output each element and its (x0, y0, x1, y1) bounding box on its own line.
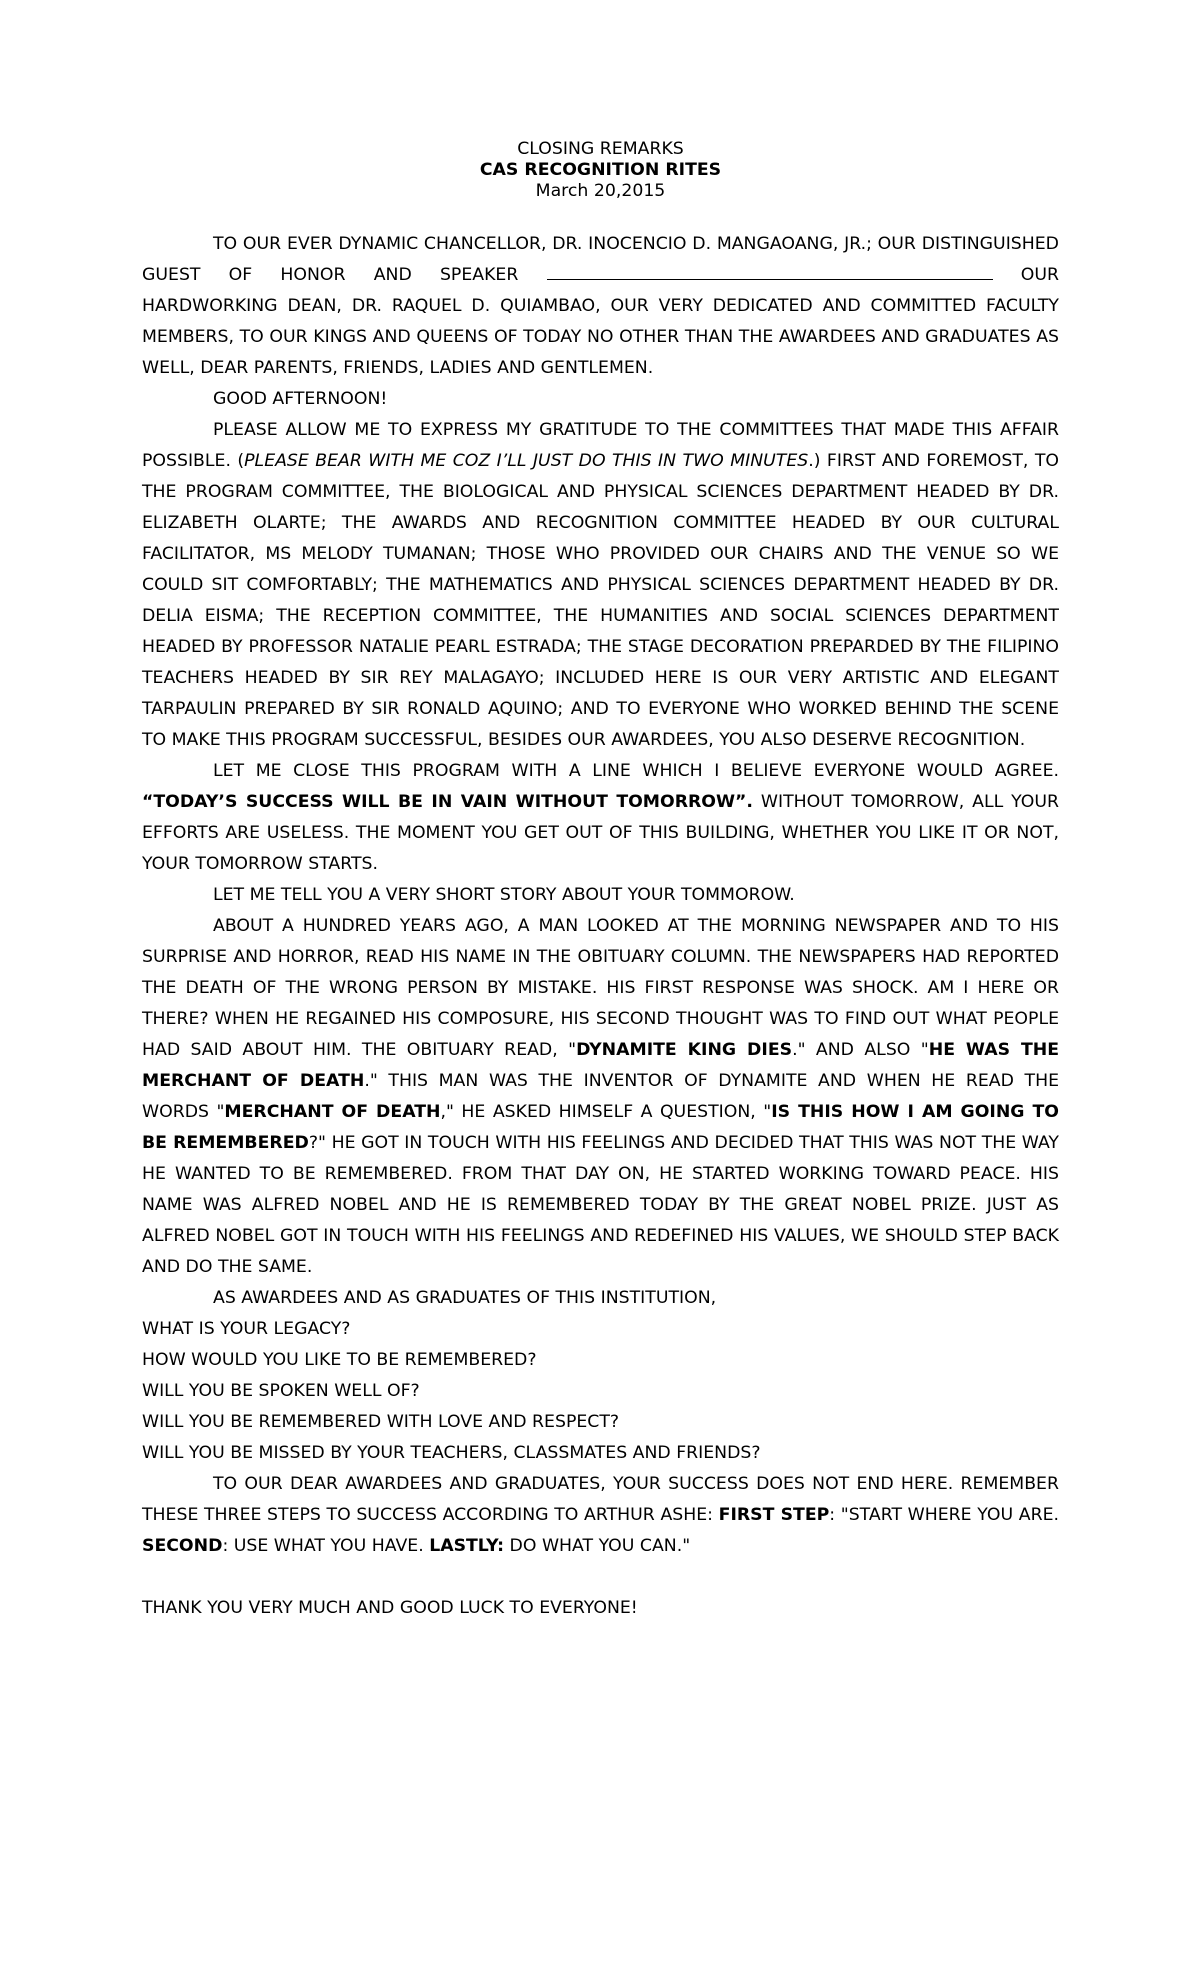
greeting: GOOD AFTERNOON! (213, 389, 388, 409)
story-text-3: ." THIS MAN WAS THE INVENTOR OF DYNAMITE AND WHEN HE READ THE WORDS " (142, 1071, 1059, 1122)
story-bold-4: IS THIS HOW I AM GOING TO BE REMEMBERED (142, 1102, 1059, 1153)
steps-bold-1: FIRST STEP (718, 1505, 830, 1525)
speech-body (142, 229, 1059, 1624)
legacy-intro: AS AWARDEES AND AS GRADUATES OF THIS INSTITUTION, (213, 1288, 717, 1308)
story-bold-1: DYNAMITE KING DIES (576, 1040, 793, 1060)
gratitude-aside: PLEASE BEAR WITH ME COZ I’LL JUST DO THIS IN TWO MINUTES (244, 451, 809, 471)
steps-text-4: DO WHAT YOU CAN." (504, 1536, 691, 1556)
steps-text-3: : USE WHAT YOU HAVE. (222, 1536, 430, 1556)
gratitude-text-2: .) FIRST AND FOREMOST, TO THE PROGRAM COMMITTEE, THE BIOLOGICAL AND PHYSICAL SCIENCES DEPARTMENT HEADED BY DR. ELIZABETH OLARTE; THE AWARDS AND RECOGNITION COMMITTEE HEADED BY OUR CULTURAL FACILITATOR, MS MELODY TUMANAN; THOSE WHO PROVIDED OUR CHAIRS AND THE VENUE SO WE COULD SIT COMFORTABLY; THE MATHEMATICS AND PHYSICAL SCIENCES DEPARTMENT HEADED BY DR. DELIA EISMA; THE RECEPTION COMMITTEE, THE HUMANITIES AND SOCIAL SCIENCES DEPARTMENT HEADED BY PROFESSOR NATALIE PEARL ESTRADA; THE STAGE DECORATION PREPARDED BY THE FILIPINO TEACHERS HEADED BY SIR REY MALAGAYO; INCLUDED HERE IS OUR VERY ARTISTIC AND ELEGANT TARPAULIN PREPARED BY SIR RONALD AQUINO; AND TO EVERYONE WHO WORKED BEHIND THE SCENE TO MAKE THIS PROGRAM SUCCESSFUL, BESIDES OUR AWARDEES, YOU ALSO DESERVE RECOGNITION. (142, 451, 1059, 750)
question-item: WILL YOU BE SPOKEN WELL OF? (142, 1381, 420, 1401)
steps-text-1: TO OUR DEAR AWARDEES AND GRADUATES, YOUR SUCCESS DOES NOT END HERE. REMEMBER THESE THREE STEPS TO SUCCESS ACCORDING TO ARTHUR ASHE: (142, 1474, 1059, 1525)
story-text-4: ," HE ASKED HIMSELF A QUESTION, " (440, 1102, 772, 1122)
steps-bold-3: LASTLY: (429, 1536, 505, 1556)
paragraph-spacer (142, 1562, 1059, 1593)
closing-line-text-1: LET ME CLOSE THIS PROGRAM WITH A LINE WHICH I BELIEVE EVERYONE WOULD AGREE. (213, 761, 1059, 781)
question-item: HOW WOULD YOU LIKE TO BE REMEMBERED? (142, 1350, 537, 1370)
gratitude-paragraph (142, 415, 1059, 756)
success-steps-paragraph (142, 1469, 1059, 1562)
story-paragraph (142, 911, 1059, 1283)
steps-text-2: : "START WHERE YOU ARE. (829, 1505, 1059, 1525)
event-title: CAS RECOGNITION RITES (479, 160, 722, 180)
closing-line-text-2: WITHOUT TOMORROW, ALL YOUR EFFORTS ARE USELESS. THE MOMENT YOU GET OUT OF THIS BUILDING, WHETHER YOU LIKE IT OR NOT, YOUR TOMORROW STARTS. (142, 792, 1059, 874)
question-item: WILL YOU BE REMEMBERED WITH LOVE AND RESPECT? (142, 1412, 620, 1432)
salutation-paragraph (142, 229, 1059, 384)
salutation-text-2: OUR HARDWORKING DEAN, DR. RAQUEL D. QUIAMBAO, OUR VERY DEDICATED AND COMMITTED FACULTY MEMBERS, TO OUR KINGS AND QUEENS OF TODAY NO OTHER THAN THE AWARDEES AND GRADUATES AS WELL, DEAR PARENTS, FRIENDS, LADIES AND GENTLEMEN. (142, 265, 1059, 378)
document-title: CLOSING REMARKS (517, 139, 684, 159)
document-header (142, 139, 1059, 202)
question-item: WHAT IS YOUR LEGACY? (142, 1319, 351, 1339)
gratitude-text-1: PLEASE ALLOW ME TO EXPRESS MY GRATITUDE TO THE COMMITTEES THAT MADE THIS AFFAIR POSSIBLE. ( (142, 420, 1059, 471)
speaker-name-blank (547, 261, 993, 280)
closing-line-paragraph (142, 756, 1059, 880)
closing-line-quote: “TODAY’S SUCCESS WILL BE IN VAIN WITHOUT TOMORROW”. (142, 792, 753, 812)
salutation-text-1: TO OUR EVER DYNAMIC CHANCELLOR, DR. INOCENCIO D. MANGAOANG, JR.; OUR DISTINGUISHED GUEST OF HONOR AND SPEAKER (142, 234, 1059, 285)
story-text-1: ABOUT A HUNDRED YEARS AGO, A MAN LOOKED AT THE MORNING NEWSPAPER AND TO HIS SURPRISE AND HORROR, READ HIS NAME IN THE OBITUARY COLUMN. THE NEWSPAPERS HAD REPORTED THE DEATH OF THE WRONG PERSON BY MISTAKE. HIS FIRST RESPONSE WAS SHOCK. AM I HERE OR THERE? WHEN HE REGAINED HIS COMPOSURE, HIS SECOND THOUGHT WAS TO FIND OUT WHAT PEOPLE HAD SAID ABOUT HIM. THE OBITUARY READ, " (142, 916, 1059, 1060)
story-text-2: ." AND ALSO " (792, 1040, 929, 1060)
question-item: WILL YOU BE MISSED BY YOUR TEACHERS, CLASSMATES AND FRIENDS? (142, 1443, 761, 1463)
story-bold-2: HE WAS THE MERCHANT OF DEATH (142, 1040, 1059, 1091)
story-bold-3: MERCHANT OF DEATH (224, 1102, 441, 1122)
event-date: March 20,2015 (535, 181, 666, 201)
closing-thanks: THANK YOU VERY MUCH AND GOOD LUCK TO EVERYONE! (142, 1598, 638, 1618)
story-text-5: ?" HE GOT IN TOUCH WITH HIS FEELINGS AND DECIDED THAT THIS WAS NOT THE WAY HE WANTED TO BE REMEMBERED. FROM THAT DAY ON, HE STARTED WORKING TOWARD PEACE. HIS NAME WAS ALFRED NOBEL AND HE IS REMEMBERED TODAY BY THE GREAT NOBEL PRIZE. JUST AS ALFRED NOBEL GOT IN TOUCH WITH HIS FEELINGS AND REDEFINED HIS VALUES, WE SHOULD STEP BACK AND DO THE SAME. (142, 1133, 1059, 1277)
steps-bold-2: SECOND (142, 1536, 223, 1556)
story-intro: LET ME TELL YOU A VERY SHORT STORY ABOUT YOUR TOMMOROW. (213, 885, 795, 905)
